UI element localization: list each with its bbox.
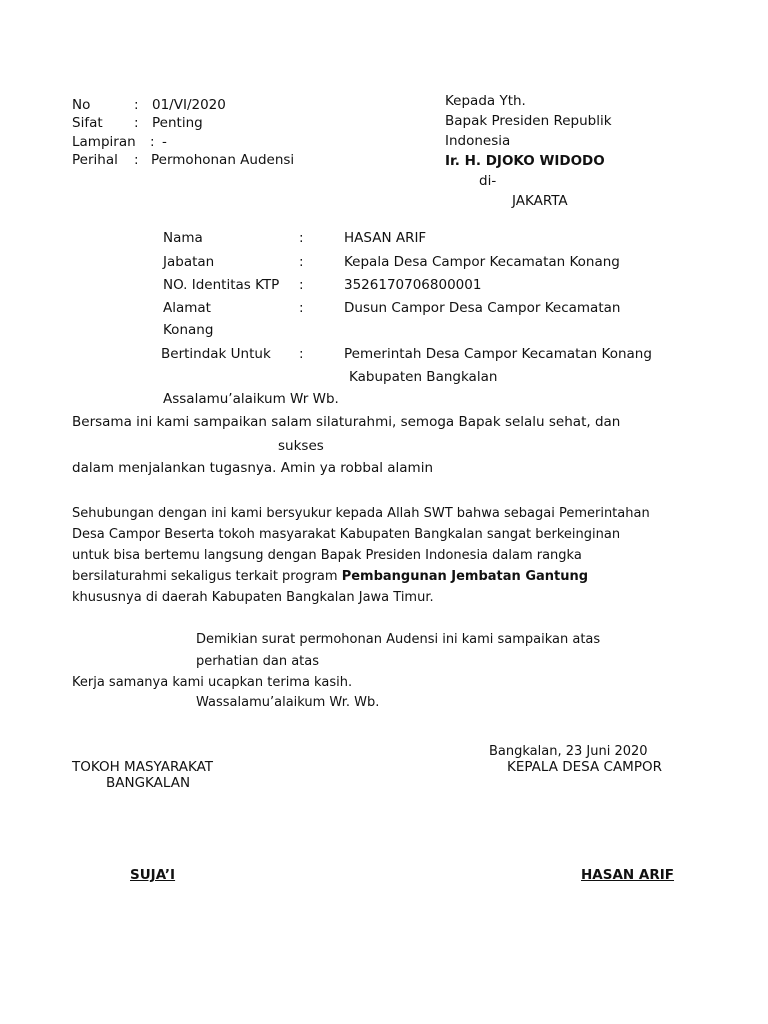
salam-opening: Assalamu’alaikum Wr Wb. <box>163 391 339 407</box>
right-signatory-title: KEPALA DESA CAMPOR <box>507 759 662 775</box>
recipient-line1: Kepada Yth. <box>445 93 526 109</box>
perihal-label: Perihal <box>72 152 118 168</box>
closing-line2: perhatian dan atas <box>196 654 320 669</box>
recipient-name: Ir. H. DJOKO WIDODO <box>445 153 605 169</box>
alamat-label: Alamat <box>163 300 211 316</box>
sifat-label: Sifat <box>72 115 103 131</box>
ktp-label: NO. Identitas KTP <box>163 277 280 293</box>
no-label: No <box>72 97 91 113</box>
no-separator: : <box>134 97 139 113</box>
recipient-city: JAKARTA <box>512 193 568 209</box>
program-name: Pembangunan Jembatan Gantung <box>341 569 589 584</box>
alamat-separator: : <box>299 300 304 316</box>
sifat-separator: : <box>134 115 139 131</box>
paragraph1-line2: sukses <box>278 438 324 454</box>
nama-separator: : <box>299 230 304 246</box>
closing-line3: Kerja samanya kami ucapkan terima kasih. <box>72 675 353 690</box>
bertindak-label: Bertindak Untuk <box>161 346 271 362</box>
alamat-continuation: Konang <box>163 322 214 338</box>
recipient-di: di- <box>479 173 497 189</box>
paragraph1-line1: Bersama ini kami sampaikan salam silaturahmi, semoga Bapak selalu sehat, dan <box>72 414 621 430</box>
lampiran-value: - <box>162 134 167 150</box>
no-value: 01/VI/2020 <box>152 97 226 113</box>
paragraph2-line3: untuk bisa bertemu langsung dengan Bapak Presiden Indonesia dalam rangka <box>72 548 582 563</box>
closing-line1: Demikian surat permohonan Audensi ini kami sampaikan atas <box>196 632 601 647</box>
recipient-line3: Indonesia <box>445 133 511 149</box>
lampiran-separator: : <box>150 134 155 150</box>
sifat-value: Penting <box>152 115 203 131</box>
paragraph2-line5: khususnya di daerah Kabupaten Bangkalan Jawa Timur. <box>72 590 434 605</box>
recipient-line2: Bapak Presiden Republik <box>445 113 612 129</box>
paragraph2-line4-text: bersilaturahmi sekaligus terkait program <box>72 569 342 584</box>
salam-closing: Wassalamu’alaikum Wr. Wb. <box>196 695 380 710</box>
paragraph2-line4 <box>72 568 588 586</box>
left-signatory-title: TOKOH MASYARAKAT <box>72 759 214 775</box>
place-date: Bangkalan, 23 Juni 2020 <box>489 744 648 759</box>
lampiran-label: Lampiran <box>72 134 136 150</box>
paragraph2-line2: Desa Campor Beserta tokoh masyarakat Kabupaten Bangkalan sangat berkeinginan <box>72 527 621 542</box>
paragraph1-line3: dalam menjalankan tugasnya. Amin ya robbal alamin <box>72 460 434 476</box>
jabatan-label: Jabatan <box>163 254 215 270</box>
right-signatory-name: HASAN ARIF <box>581 867 675 883</box>
ktp-value: 3526170706800001 <box>344 277 482 293</box>
bertindak-continuation: Kabupaten Bangkalan <box>349 369 498 385</box>
nama-value: HASAN ARIF <box>344 230 427 246</box>
left-signatory-title-line2: BANGKALAN <box>106 775 191 791</box>
paragraph2-line1: Sehubungan dengan ini kami bersyukur kepada Allah SWT bahwa sebagai Pemerintahan <box>72 506 650 521</box>
left-signatory-name: SUJA’I <box>130 867 176 883</box>
jabatan-separator: : <box>299 254 304 270</box>
perihal-separator: : <box>134 152 139 168</box>
jabatan-value: Kepala Desa Campor Kecamatan Konang <box>344 254 620 270</box>
alamat-value: Dusun Campor Desa Campor Kecamatan <box>344 300 621 316</box>
ktp-separator: : <box>299 277 304 293</box>
nama-label: Nama <box>163 230 203 246</box>
bertindak-value: Pemerintah Desa Campor Kecamatan Konang <box>344 346 652 362</box>
perihal-value: Permohonan Audensi <box>151 152 295 168</box>
bertindak-separator: : <box>299 346 304 362</box>
